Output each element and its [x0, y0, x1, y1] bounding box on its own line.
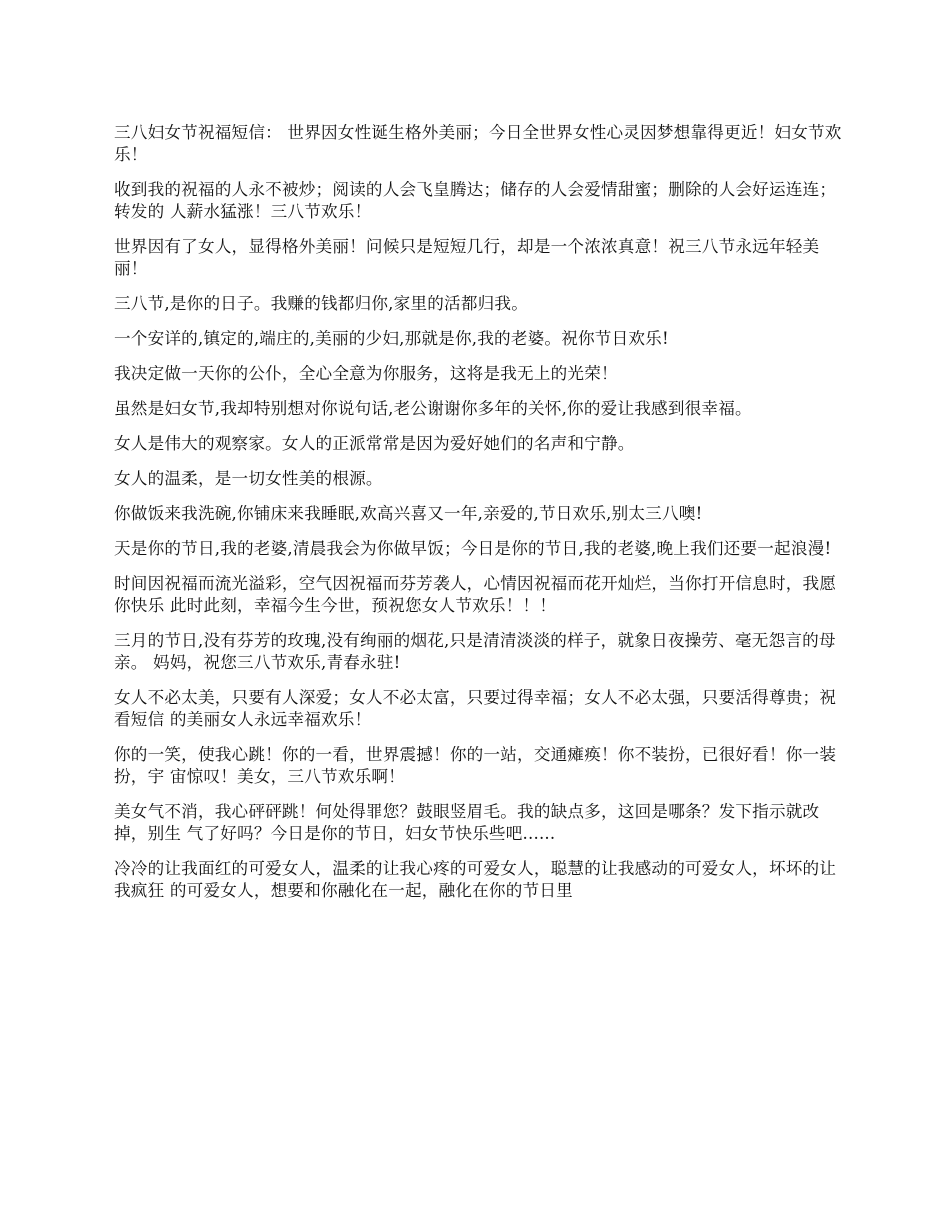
paragraph-3: 世界因有了女人，显得格外美丽！问候只是短短几行，却是一个浓浓真意！祝三八节永远年轻美丽！: [114, 237, 820, 278]
paragraph-5: 一个安详的,镇定的,端庄的,美丽的少妇,那就是你,我的老婆。祝你节日欢乐!: [114, 329, 669, 348]
paragraph-13: 三月的节日,没有芬芳的玫瑰,没有绚丽的烟花,只是清清淡淡的样子，就象日夜操劳、毫无怨言的母亲。 妈妈，祝您三八节欢乐,青春永驻!: [114, 631, 836, 672]
paragraph-10: 你做饭来我洗碗,你铺床来我睡眠,欢高兴喜又一年,亲爱的,节日欢乐,别太三八噢!: [114, 504, 703, 523]
paragraph-15: 你的一笑，使我心跳！你的一看，世界震撼！你的一站，交通瘫痪！你不装扮，已很好看！你一装扮，宇 宙惊叹！美女，三八节欢乐啊！: [114, 745, 837, 786]
paragraph-1: 三八妇女节祝福短信： 世界因女性诞生格外美丽；今日全世界女性心灵因梦想靠得更近！妇女节欢乐！: [114, 123, 842, 164]
paragraph-2: 收到我的祝福的人永不被炒；阅读的人会飞皇腾达；储存的人会爱情甜蜜；删除的人会好运连连；转发的 人薪水猛涨！三八节欢乐！: [114, 180, 837, 221]
paragraph-4: 三八节,是你的日子。我赚的钱都归你,家里的活都归我。: [114, 294, 528, 313]
paragraph-8: 女人是伟大的观察家。女人的正派常常是因为爱好她们的名声和宁静。: [114, 434, 635, 453]
document-body: [114, 122, 842, 915]
paragraph-9: 女人的温柔，是一切女性美的根源。: [114, 469, 383, 488]
paragraph-7: 虽然是妇女节,我却特别想对你说句话,老公谢谢你多年的关怀,你的爱让我感到很幸福。: [114, 399, 752, 418]
paragraph-12: 时间因祝福而流光溢彩，空气因祝福而芬芳袭人，心情因祝福而花开灿烂，当你打开信息时，我愿你快乐 此时此刻，幸福今生今世，预祝您女人节欢乐！！！: [114, 574, 837, 615]
paragraph-16: 美女气不消，我心砰砰跳！何处得罪您？鼓眼竖眉毛。我的缺点多，这回是哪条？发下指示就改掉，别生 气了好吗？今日是你的节日，妇女节快乐些吧......: [114, 802, 820, 843]
paragraph-14: 女人不必太美，只要有人深爱；女人不必太富，只要过得幸福；女人不必太强，只要活得尊贵；祝看短信 的美丽女人永远幸福欢乐！: [114, 688, 837, 729]
paragraph-11: 天是你的节日,我的老婆,清晨我会为你做早饭；今日是你的节日,我的老婆,晚上我们还要一起浪漫!: [114, 539, 832, 558]
paragraph-17: 冷冷的让我面红的可爱女人，温柔的让我心疼的可爱女人，聪慧的让我感动的可爱女人，坏坏的让我疯狂 的可爱女人，想要和你融化在一起，融化在你的节日里: [114, 859, 837, 900]
paragraph-6: 我决定做一天你的公仆，全心全意为你服务，这将是我无上的光荣！: [114, 364, 618, 383]
